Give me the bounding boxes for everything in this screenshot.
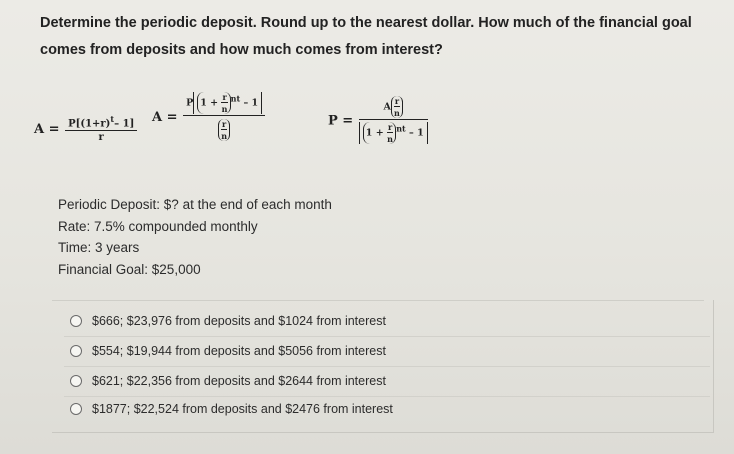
formula-1-denominator: r	[98, 132, 104, 144]
formula-2-numerator: P 1 + $\frac{r}{n}$ $^{nt}$ – 1	[183, 92, 265, 116]
financial-goal-info: Financial Goal: $25,000	[58, 262, 201, 277]
radio-button-icon[interactable]	[70, 375, 82, 387]
formula-3-lhs: P =	[328, 113, 354, 129]
radio-button-icon[interactable]	[70, 315, 82, 327]
formula-3-numerator: A $\frac{r}{n}$	[359, 96, 428, 120]
answer-option-3[interactable]	[70, 370, 386, 392]
answer-box-border	[713, 300, 714, 432]
formula-1-numerator: $P[(1+r)^t-$ 1]	[65, 114, 137, 131]
formula-future-value-compound	[152, 92, 265, 141]
formula-periodic-deposit	[328, 96, 428, 144]
section-divider	[52, 300, 704, 301]
formula-2-denominator: $\frac{r}{n}$	[183, 116, 265, 141]
formula-1-fraction	[65, 114, 137, 143]
answer-option-label: $1877; $22,524 from deposits and $2476 from interest	[92, 402, 393, 416]
answer-option-4[interactable]	[70, 398, 393, 420]
answer-option-2[interactable]	[70, 340, 386, 362]
rate-info: Rate: 7.5% compounded monthly	[58, 219, 258, 234]
radio-button-icon[interactable]	[70, 345, 82, 357]
option-divider	[64, 336, 710, 337]
answer-box-bottom-border	[52, 432, 714, 433]
formula-2-lhs: A =	[152, 110, 178, 125]
answer-option-label: $621; $22,356 from deposits and $2644 from interest	[92, 374, 386, 388]
formula-future-value-simple	[34, 114, 137, 143]
answer-option-1[interactable]	[70, 310, 386, 332]
formula-3-fraction	[359, 96, 428, 144]
option-divider	[64, 396, 710, 397]
option-divider	[64, 366, 710, 367]
radio-button-icon[interactable]	[70, 403, 82, 415]
question-text: Determine the periodic deposit. Round up to the nearest dollar. How much of the financial goal comes from deposits and how much comes from interest?	[40, 15, 692, 58]
formula-3-denominator: 1 + $\frac{r}{n}$ $^{nt}$ – 1	[359, 120, 428, 144]
time-info: Time: 3 years	[58, 240, 140, 255]
answer-option-label: $666; $23,976 from deposits and $1024 from interest	[92, 314, 386, 328]
answer-option-label: $554; $19,944 from deposits and $5056 from interest	[92, 344, 386, 358]
formula-1-lhs: A =	[34, 122, 60, 138]
formula-2-fraction	[183, 92, 265, 141]
periodic-deposit-info: Periodic Deposit: $? at the end of each month	[58, 197, 332, 212]
